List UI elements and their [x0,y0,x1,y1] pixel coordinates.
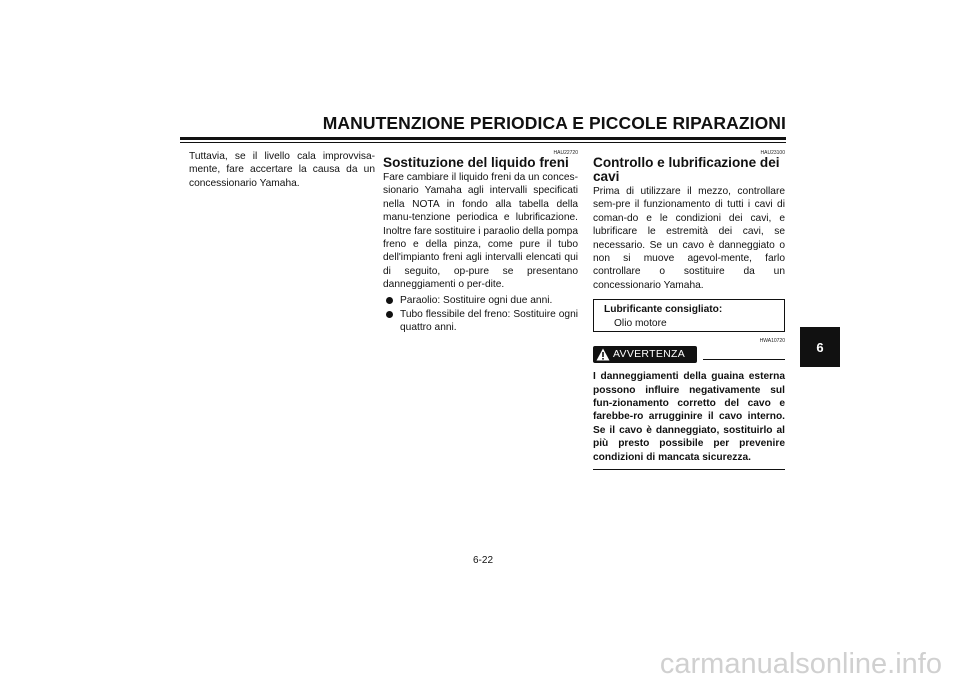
left-paragraph: Tuttavia, se il livello cala improvvisa-mente, fare accertare la causa da un concessionario Yamaha. [189,151,375,189]
list-item [383,308,578,335]
warning-text: I danneggiamenti della guaina esterna possono influire negativamente sul fun-zionamento corretto del cavo e farebbe-ro arrugginire il cavo interno. Se il cavo è danneggiato, sostituirlo al più presto possibile per prevenire condizioni di mancata sicurezza. [593,371,785,463]
column-right [593,150,785,470]
brake-bullet-list [383,294,578,335]
page-header-title: MANUTENZIONE PERIODICA E PICCOLE RIPARAZIONI [322,113,786,133]
section-heading-cables: Controllo e lubrificazione dei cavi [593,155,780,184]
bullet-text: Paraolio: Sostituire ogni due anni. [400,294,553,306]
header-rule-thick [180,137,786,140]
warning-rule [703,359,785,360]
section-code: HAU23100 [760,150,785,156]
section-heading-brake-fluid: Sostituzione del liquido freni [383,155,569,170]
warning-badge [593,346,697,363]
cables-paragraph: Prima di utilizzare il mezzo, controllare sem-pre il funzionamento di tutti i cavi di coman-do e le condizioni dei cavi, e lubrificare le estremità dei cavi, se necessario. Se un cavo è danneggiato o non si muove agevol-mente, farlo controllare o sostituire da un concessionario Yamaha. [593,186,785,291]
warning-badge-label: AVVERTENZA [613,348,686,361]
column-left [189,150,375,190]
lubricant-box-title: Lubrificante consigliato: [604,304,723,316]
watermark: carmanualsonline.info [659,648,942,680]
bullet-icon [386,311,393,318]
section-code: HAU22720 [553,150,578,156]
column-middle [383,150,578,336]
brake-fluid-paragraph: Fare cambiare il liquido freni da un conces-sionario Yamaha agli intervalli specificati nella NOTA in fondo alla tabella della manu-tenzione periodica e lubrificazione. Inoltre fare sostituire i paraolio della pompa freno e della pinza, come pure il tubo dell'impianto freni agli intervalli elencati qui di seguito, op-pure se presentano danneggiamenti o per-dite. [383,172,578,291]
page-number: 6-22 [472,555,493,566]
lubricant-box-value: Olio motore [614,317,667,329]
lubricant-box [593,299,785,332]
bullet-icon [386,297,393,304]
list-item [383,294,578,307]
chapter-tab [800,327,840,367]
bullet-text: Tubo flessibile del freno: Sostituire ogni quattro anni. [400,309,578,334]
warning-code: HWA10720 [759,338,785,345]
warning-header [593,346,785,368]
chapter-tab-label: 6 [816,339,824,355]
warning-bottom-rule [593,469,785,470]
warning-triangle-icon [596,348,610,361]
header-rule-thin [180,142,786,143]
